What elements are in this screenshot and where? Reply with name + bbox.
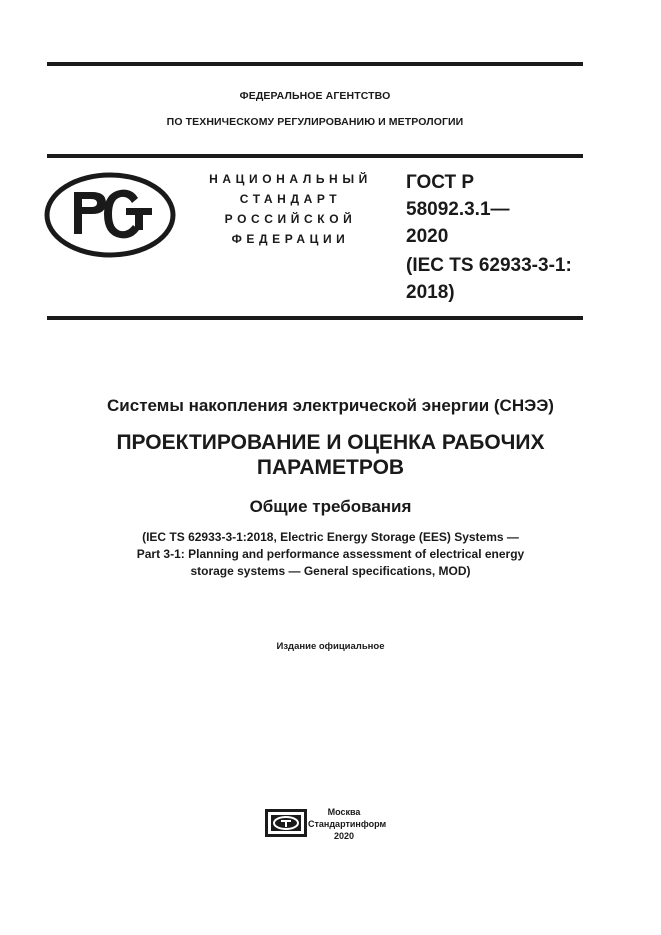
national-standard-line-1: НАЦИОНАЛЬНЫЙ (209, 172, 372, 186)
document-subtitle: Общие требования (249, 497, 412, 516)
publisher-city: Москва (327, 807, 361, 817)
publisher-name: Стандартинформ (308, 819, 387, 829)
document-title-upper-line-2: ПАРАМЕТРОВ (256, 456, 405, 479)
document-title: Системы накопления электрической энергии (СНЭЭ) (107, 396, 554, 415)
document-title-upper-line-1: ПРОЕКТИРОВАНИЕ И ОЦЕНКА РАБОЧИХ (116, 431, 545, 454)
edition-label: Издание официальное (276, 641, 385, 652)
national-standard-line-4: ФЕДЕРАЦИИ (231, 232, 350, 246)
gost-r-emblem-icon (44, 172, 176, 258)
top-rule (47, 62, 583, 66)
iec-reference-line-2: Part 3-1: Planning and performance assessment of electrical energy (136, 547, 525, 561)
bottom-rule (47, 316, 583, 320)
national-standard-line-2: СТАНДАРТ (239, 192, 342, 206)
standard-designation-line-2: 58092.3.1— (406, 199, 510, 220)
national-standard-line-3: РОССИЙСКОЙ (224, 212, 357, 226)
agency-name-line-1: ФЕДЕРАЛЬНОЕ АГЕНТСТВО (239, 90, 391, 102)
middle-rule (47, 154, 583, 158)
standard-designation-line-5: 2018) (406, 282, 455, 303)
standard-designation-line-3: 2020 (406, 226, 449, 247)
iec-reference-line-3: storage systems — General specifications, MOD) (190, 564, 471, 578)
agency-name-line-2: ПО ТЕХНИЧЕСКОМУ РЕГУЛИРОВАНИЮ И МЕТРОЛОГИИ (166, 116, 464, 128)
standartinform-logo-icon (264, 808, 308, 838)
standard-designation-line-1: ГОСТ Р (406, 172, 475, 193)
iec-reference-line-1: (IEC TS 62933-3-1:2018, Electric Energy Storage (EES) Systems — (142, 530, 519, 544)
standard-designation-line-4: (IEC TS 62933-3-1: (406, 255, 572, 276)
publication-year: 2020 (333, 831, 355, 841)
